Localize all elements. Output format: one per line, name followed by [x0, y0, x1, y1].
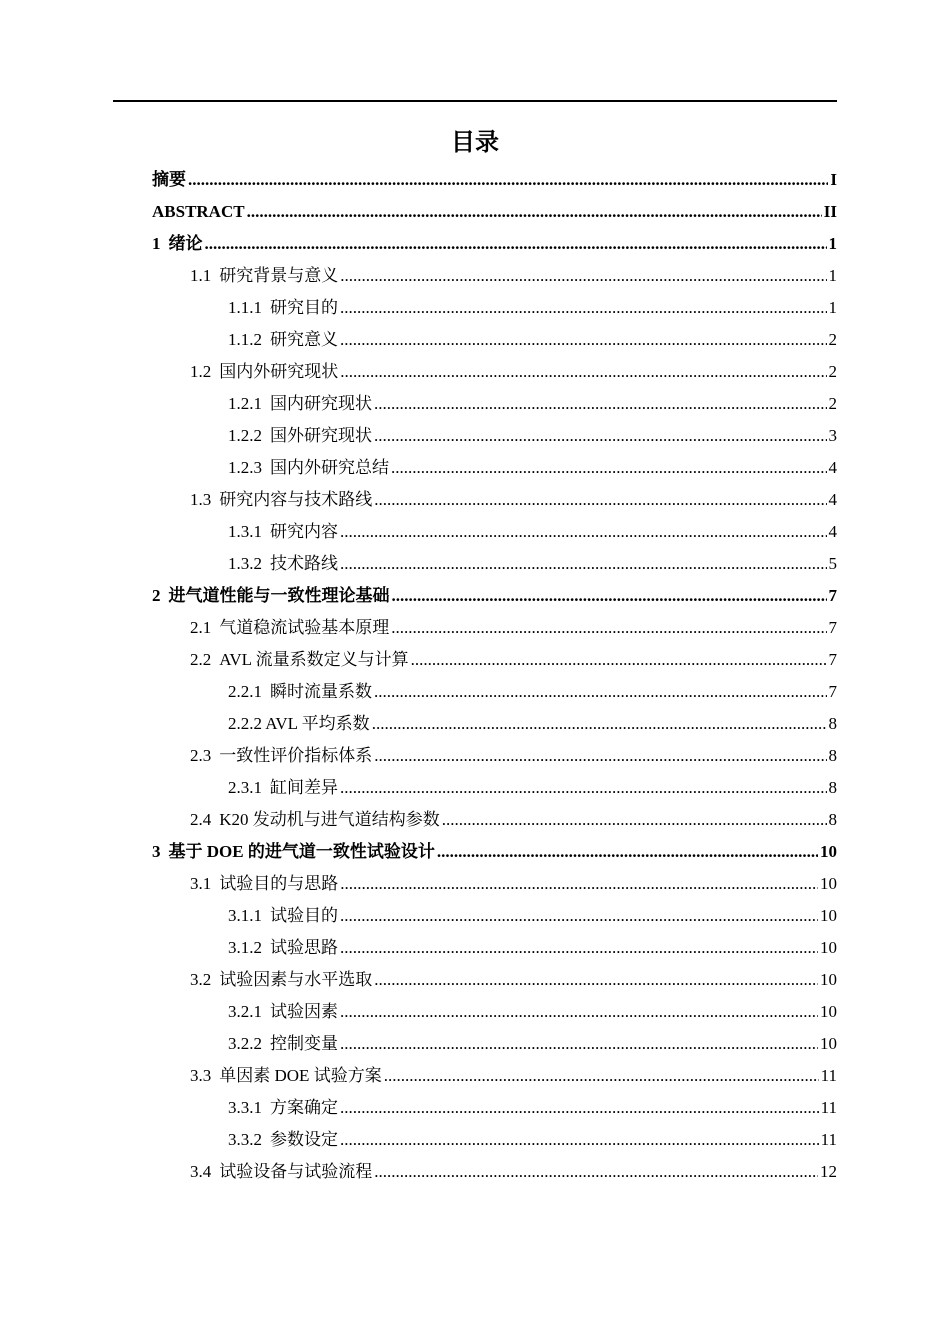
- dot-leader: [340, 356, 826, 388]
- toc-entry-page: 12: [820, 1162, 837, 1181]
- toc-entry-number: 1.3.1: [228, 522, 262, 541]
- toc-entry-text: ABSTRACT: [152, 202, 245, 221]
- toc-entry-text: 气道稳流试验基本原理: [219, 618, 390, 637]
- toc-entry-page: 10: [820, 842, 837, 861]
- toc-entry-label: [228, 548, 338, 580]
- dot-leader: [340, 516, 827, 548]
- toc-entry-text: 瞬时流量系数: [270, 682, 372, 701]
- table-of-contents: [152, 164, 837, 1188]
- toc-entry-number: 1.2: [190, 362, 212, 381]
- dot-leader: [392, 580, 827, 612]
- toc-entry-label: [190, 1060, 382, 1092]
- dot-leader: [247, 196, 822, 228]
- toc-entry-label: [190, 804, 440, 836]
- toc-entry-page: II: [823, 202, 837, 221]
- toc-entry-label: [228, 996, 338, 1028]
- toc-entry[interactable]: [152, 1092, 837, 1124]
- toc-entry-number: 3.3: [190, 1066, 212, 1085]
- toc-entry-page: 8: [828, 714, 837, 733]
- toc-entry[interactable]: [152, 740, 837, 772]
- toc-entry-label: [228, 420, 372, 452]
- toc-entry-text: 基于 DOE 的进气道一致性试验设计: [168, 842, 435, 861]
- toc-entry-page: 2: [828, 362, 837, 381]
- toc-entry-text: 单因素 DOE 试验方案: [219, 1066, 382, 1085]
- toc-entry-text: 方案确定: [270, 1098, 338, 1117]
- toc-entry[interactable]: [152, 900, 837, 932]
- dot-leader: [442, 804, 827, 836]
- toc-entry-label: [190, 612, 389, 644]
- toc-entry[interactable]: [152, 484, 837, 516]
- toc-entry[interactable]: [152, 420, 837, 452]
- toc-entry-text: AVL 流量系数定义与计算: [219, 650, 409, 669]
- toc-entry-text: 国内外研究现状: [219, 362, 339, 381]
- dot-leader: [374, 676, 827, 708]
- toc-entry[interactable]: [152, 804, 837, 836]
- toc-entry-page: 2: [828, 394, 837, 413]
- toc-entry-page: 10: [820, 938, 837, 957]
- toc-entry[interactable]: [152, 868, 837, 900]
- toc-entry[interactable]: [152, 1156, 837, 1188]
- toc-entry[interactable]: [152, 612, 837, 644]
- dot-leader: [374, 740, 826, 772]
- toc-entry-text: 研究目的: [270, 298, 338, 317]
- dot-leader: [391, 452, 827, 484]
- dot-leader: [384, 1060, 819, 1092]
- toc-entry-text: 研究意义: [270, 330, 338, 349]
- dot-leader: [340, 324, 827, 356]
- header-rule: [113, 100, 837, 102]
- dot-leader: [374, 420, 827, 452]
- toc-entry-text: K20 发动机与进气道结构参数: [219, 810, 440, 829]
- toc-entry-text: 摘要: [152, 170, 186, 189]
- toc-entry-number: 3.2.1: [228, 1002, 262, 1021]
- toc-entry-number: 1.2.3: [228, 458, 262, 477]
- toc-entry[interactable]: [152, 388, 837, 420]
- toc-entry-number: 3.2.2: [228, 1034, 262, 1053]
- toc-entry-page: 1: [828, 234, 837, 253]
- toc-entry-label: [228, 1124, 338, 1156]
- toc-entry-text: 技术路线: [270, 554, 338, 573]
- toc-entry-text: 研究内容: [270, 522, 338, 541]
- toc-entry-text: 国外研究现状: [270, 426, 372, 445]
- dot-leader: [372, 708, 827, 740]
- toc-entry-label: [228, 676, 372, 708]
- dot-leader: [340, 1092, 819, 1124]
- toc-entry-label: [228, 452, 389, 484]
- toc-entry[interactable]: [152, 1028, 837, 1060]
- toc-entry-text: 国内外研究总结: [270, 458, 389, 477]
- toc-entry-page: 10: [820, 874, 837, 893]
- toc-entry-label: [228, 516, 338, 548]
- toc-entry-page: 3: [828, 426, 837, 445]
- toc-entry-label: [152, 196, 245, 228]
- toc-entry[interactable]: [152, 164, 837, 196]
- toc-entry-number: 2.1: [190, 618, 212, 637]
- toc-entry-page: 11: [820, 1098, 837, 1117]
- toc-entry-number: 2.3.1: [228, 778, 262, 797]
- toc-entry-number: 1: [152, 234, 161, 253]
- toc-entry-page: 7: [828, 682, 837, 701]
- toc-entry-page: 1: [828, 266, 837, 285]
- toc-entry-page: 4: [828, 490, 837, 509]
- toc-entry-page: 4: [828, 458, 837, 477]
- toc-entry-text: 研究背景与意义: [219, 266, 339, 285]
- toc-entry-text: 2.2.2 AVL 平均系数: [228, 714, 370, 733]
- toc-entry-label: [190, 964, 372, 996]
- toc-entry[interactable]: [152, 548, 837, 580]
- toc-entry-page: 7: [828, 586, 837, 605]
- toc-entry-page: I: [830, 170, 837, 189]
- toc-entry-page: 2: [828, 330, 837, 349]
- toc-entry-page: 10: [820, 970, 837, 989]
- toc-entry[interactable]: [152, 260, 837, 292]
- toc-entry-label: [190, 484, 372, 516]
- dot-leader: [374, 388, 827, 420]
- toc-entry-number: 3.3.2: [228, 1130, 262, 1149]
- toc-entry[interactable]: [152, 932, 837, 964]
- toc-entry-number: 1.2.2: [228, 426, 262, 445]
- dot-leader: [340, 1124, 819, 1156]
- toc-entry-text: 试验思路: [270, 938, 338, 957]
- page-title: 目录: [451, 128, 499, 156]
- toc-entry-label: [190, 644, 409, 676]
- toc-entry-number: 1.1.1: [228, 298, 262, 317]
- dot-leader: [374, 964, 818, 996]
- toc-entry-page: 7: [828, 650, 837, 669]
- dot-leader: [437, 836, 818, 868]
- dot-leader: [340, 292, 827, 324]
- toc-entry[interactable]: [152, 1124, 837, 1156]
- toc-entry-number: 1.1: [190, 266, 212, 285]
- toc-entry-text: 研究内容与技术路线: [219, 490, 373, 509]
- toc-entry-number: 3: [152, 842, 161, 861]
- dot-leader: [340, 260, 826, 292]
- toc-entry-number: 3.1.1: [228, 906, 262, 925]
- toc-entry-text: 绪论: [168, 234, 203, 253]
- toc-entry[interactable]: [152, 228, 837, 260]
- toc-entry[interactable]: [152, 356, 837, 388]
- toc-entry-number: 3.2: [190, 970, 212, 989]
- toc-entry-number: 2.4: [190, 810, 212, 829]
- toc-entry[interactable]: [152, 452, 837, 484]
- toc-entry-page: 11: [820, 1066, 837, 1085]
- toc-entry-text: 参数设定: [270, 1130, 338, 1149]
- toc-entry[interactable]: [152, 836, 837, 868]
- toc-entry-number: 2.3: [190, 746, 212, 765]
- toc-entry-page: 10: [820, 906, 837, 925]
- toc-entry[interactable]: [152, 580, 837, 612]
- toc-entry-page: 8: [828, 810, 837, 829]
- toc-entry[interactable]: [152, 996, 837, 1028]
- toc-entry-page: 10: [820, 1002, 837, 1021]
- dot-leader: [205, 228, 827, 260]
- toc-entry-label: [152, 836, 435, 868]
- toc-entry-label: [152, 580, 390, 612]
- toc-entry-label: [228, 708, 370, 740]
- dot-leader: [374, 484, 826, 516]
- toc-entry-label: [228, 1092, 338, 1124]
- toc-entry-text: 一致性评价指标体系: [219, 746, 373, 765]
- toc-entry-text: 试验目的与思路: [219, 874, 339, 893]
- toc-entry-label: [190, 260, 338, 292]
- toc-entry-page: 8: [828, 746, 837, 765]
- toc-entry-label: [190, 1156, 372, 1188]
- toc-entry[interactable]: [152, 1060, 837, 1092]
- dot-leader: [340, 868, 818, 900]
- toc-entry-text: 试验设备与试验流程: [219, 1162, 373, 1181]
- toc-entry-label: [152, 164, 186, 196]
- toc-entry-number: 3.3.1: [228, 1098, 262, 1117]
- toc-entry-number: 2.2: [190, 650, 212, 669]
- toc-entry-number: 1.2.1: [228, 394, 262, 413]
- toc-entry[interactable]: [152, 324, 837, 356]
- toc-entry[interactable]: [152, 708, 837, 740]
- dot-leader: [391, 612, 826, 644]
- toc-entry-number: 3.1.2: [228, 938, 262, 957]
- toc-entry-label: [228, 292, 338, 324]
- toc-entry-page: 11: [820, 1130, 837, 1149]
- toc-entry-text: 进气道性能与一致性理论基础: [168, 586, 390, 605]
- toc-entry-text: 试验因素: [270, 1002, 338, 1021]
- toc-entry-label: [190, 356, 338, 388]
- dot-leader: [411, 644, 827, 676]
- toc-entry-page: 1: [828, 298, 837, 317]
- toc-entry-text: 缸间差异: [270, 778, 338, 797]
- dot-leader: [340, 772, 827, 804]
- dot-leader: [340, 932, 818, 964]
- toc-entry-label: [228, 900, 338, 932]
- toc-entry-text: 控制变量: [270, 1034, 338, 1053]
- toc-entry-number: 3.1: [190, 874, 212, 893]
- toc-entry-label: [228, 324, 338, 356]
- toc-entry[interactable]: [152, 516, 837, 548]
- toc-entry-label: [190, 740, 372, 772]
- toc-entry-number: 2.2.1: [228, 682, 262, 701]
- toc-entry-page: 7: [828, 618, 837, 637]
- dot-leader: [340, 548, 827, 580]
- toc-entry-number: 3.4: [190, 1162, 212, 1181]
- toc-entry-label: [228, 1028, 338, 1060]
- dot-leader: [340, 900, 818, 932]
- toc-entry[interactable]: [152, 676, 837, 708]
- dot-leader: [340, 1028, 818, 1060]
- toc-entry-label: [228, 932, 338, 964]
- toc-entry-label: [152, 228, 203, 260]
- toc-entry-page: 10: [820, 1034, 837, 1053]
- toc-entry-number: 1.1.2: [228, 330, 262, 349]
- toc-entry[interactable]: [152, 964, 837, 996]
- toc-entry[interactable]: [152, 292, 837, 324]
- toc-entry-number: 1.3: [190, 490, 212, 509]
- toc-entry-label: [190, 868, 338, 900]
- toc-entry-page: 8: [828, 778, 837, 797]
- toc-entry-label: [228, 388, 372, 420]
- toc-entry-page: 5: [828, 554, 837, 573]
- dot-leader: [340, 996, 818, 1028]
- toc-entry-label: [228, 772, 338, 804]
- toc-entry[interactable]: [152, 196, 837, 228]
- toc-entry-number: 1.3.2: [228, 554, 262, 573]
- toc-entry-number: 2: [152, 586, 161, 605]
- dot-leader: [374, 1156, 818, 1188]
- toc-entry[interactable]: [152, 772, 837, 804]
- dot-leader: [188, 164, 828, 196]
- toc-entry[interactable]: [152, 644, 837, 676]
- toc-entry-page: 4: [828, 522, 837, 541]
- toc-entry-text: 试验因素与水平选取: [219, 970, 373, 989]
- toc-entry-text: 国内研究现状: [270, 394, 372, 413]
- toc-entry-text: 试验目的: [270, 906, 338, 925]
